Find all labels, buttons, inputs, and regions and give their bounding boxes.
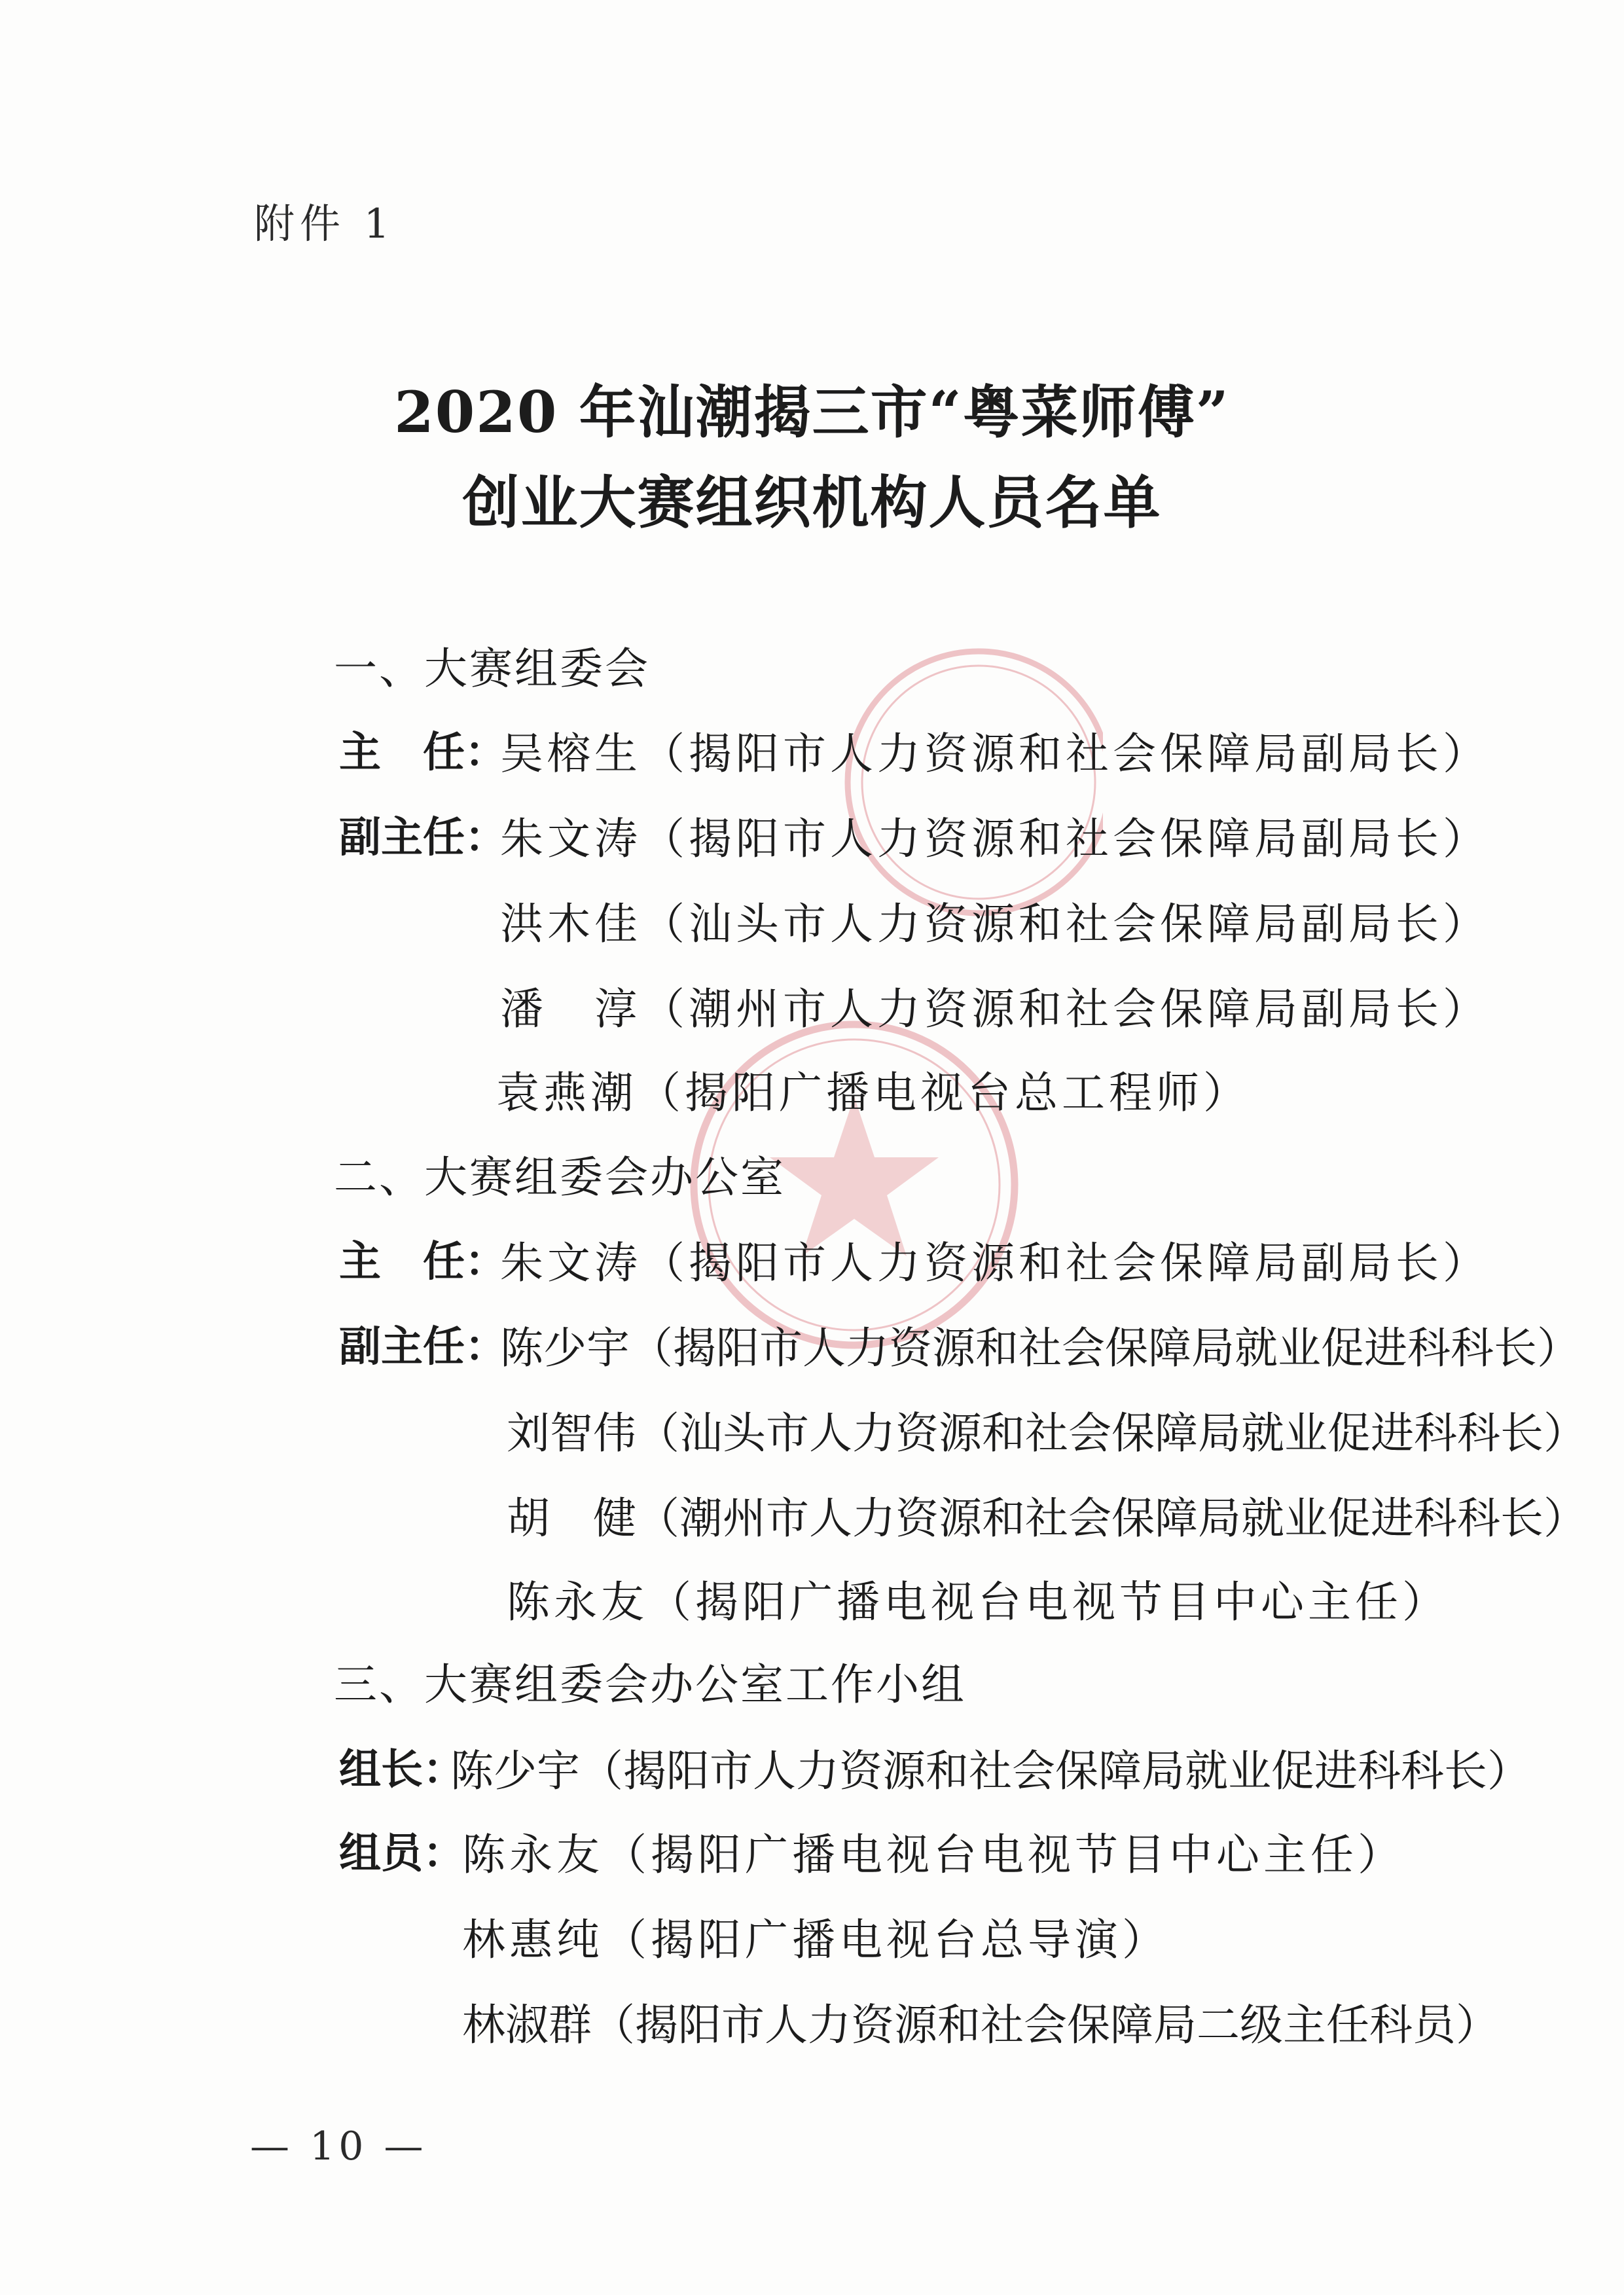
- section-heading: 一、大赛组委会: [334, 643, 650, 694]
- member-entry: 潘 淳（潮州市人力资源和社会保障局副局长）: [500, 984, 1490, 1034]
- section-heading: 二、大赛组委会办公室: [334, 1152, 785, 1202]
- role-label: 副主任：: [339, 1322, 507, 1371]
- member-entry: 刘智伟（汕头市人力资源和社会保障局就业促进科科长）: [507, 1408, 1587, 1458]
- role-label: 主 任：: [339, 728, 507, 777]
- document-title-line-1: 2020 年汕潮揭三市“粤菜师傅”: [394, 378, 1230, 446]
- member-entry: 陈永友（揭阳广播电视台电视节目中心主任）: [462, 1830, 1405, 1880]
- member-entry: 陈少宇（揭阳市人力资源和社会保障局就业促进科科长）: [500, 1323, 1580, 1373]
- member-entry: 陈永友（揭阳广播电视台电视节目中心主任）: [507, 1577, 1449, 1627]
- member-entry: 吴榕生（揭阳市人力资源和社会保障局副局长）: [500, 729, 1490, 779]
- member-entry: 袁燕潮（揭阳广播电视台总工程师）: [496, 1068, 1250, 1118]
- attachment-label: 附件 1: [254, 200, 395, 247]
- member-entry: 林惠纯（揭阳广播电视台总导演）: [462, 1915, 1169, 1965]
- document-title-line-2: 创业大赛组织机构人员名单: [462, 469, 1162, 536]
- member-entry: 胡 健（潮州市人力资源和社会保障局就业促进科科长）: [507, 1493, 1587, 1544]
- member-entry: 林淑群（揭阳市人力资源和社会保障局二级主任科员）: [462, 2000, 1499, 2050]
- role-label: 副主任：: [339, 813, 507, 862]
- member-entry: 朱文涛（揭阳市人力资源和社会保障局副局长）: [500, 1238, 1490, 1288]
- page-number: — 10 —: [250, 2123, 427, 2169]
- member-entry: 陈少宇（揭阳市人力资源和社会保障局就业促进科科长）: [450, 1746, 1530, 1796]
- role-label: 组长：: [339, 1745, 465, 1794]
- role-label: 主 任：: [339, 1237, 507, 1286]
- role-label: 组员：: [339, 1829, 465, 1878]
- member-entry: 洪木佳（汕头市人力资源和社会保障局副局长）: [500, 899, 1490, 949]
- section-heading: 三、大赛组委会办公室工作小组: [334, 1659, 966, 1710]
- member-entry: 朱文涛（揭阳市人力资源和社会保障局副局长）: [500, 814, 1490, 864]
